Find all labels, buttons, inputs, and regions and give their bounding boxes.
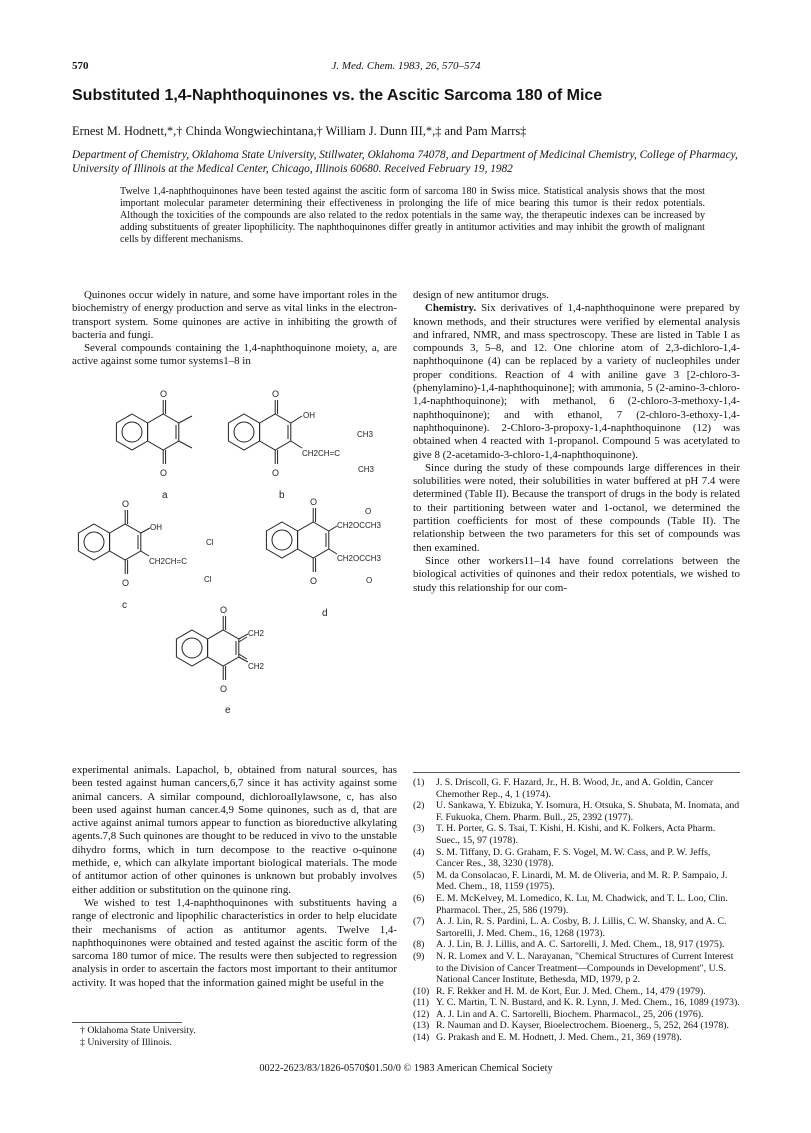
structure-d-o-bottom: O [310,576,318,586]
structure-c-allyl: CH2CH=C [149,557,188,566]
structure-a-label: a [162,490,168,501]
reference-item [413,777,740,800]
structure-c-oh: OH [150,523,162,532]
paragraph-aims: We wished to test 1,4-naphthoquinones with substituents having a range of electronic and lipophilic characteristics in order to help elucidate their mechanisms of action as antitumor agents. Twelve 1,4-naphthoquinones were obtained and tested against the ascitic form of the sarcoma 180 tumor of mice. The results were then subjected to regression analysis in order to ascertain the factors most important to their antitumor activity. It was hoped that the information gained might be useful in the [72,896,397,989]
reference-text: J. S. Driscoll, G. F. Hazard, Jr., H. B. Wood, Jr., and A. Goldin, Cancer Chemother Rep., 4, 1 (1974). [436,777,714,800]
reference-number: (1) [413,777,425,788]
reference-number: (13) [413,1020,430,1032]
left-column-body [72,764,397,990]
running-head [72,60,740,74]
structure-b-allyl: CH2CH=C [302,449,341,458]
reference-text: A. J. Lin and A. C. Sartorelli, Biochem. Pharmacol., 25, 206 (1976). [436,1008,704,1020]
reference-number: (10) [413,985,430,997]
right-column-body [413,289,740,595]
reference-text: R. Nauman and D. Kayser, Bioelectrochem. Bioenerg., 5, 252, 264 (1978). [436,1020,729,1032]
affiliation: Department of Chemistry, Oklahoma State University, Stillwater, Oklahoma 74078, and Department of Medicinal Chemistry, College of Pharmacy, University of Illinois at the Medical Center, Chicago, Illinois 60680. Received February 19, 1982 [72,149,738,175]
structure-d-sub-bottom: CH2OCCH3 [337,554,382,563]
reference-text: A. J. Lin, R. S. Pardini, L. A. Cosby, B. J. Lillis, C. W. Shansky, and A. C. Sartorelli, J. Med. Chem., 16, 1268 (1973). [436,916,727,939]
article-title: Substituted 1,4-Naphthoquinones vs. the Ascitic Sarcoma 180 of Mice [72,87,603,104]
author-list: Ernest M. Hodnett,*,† Chinda Wongwiechintana,† William J. Dunn III,*,‡ and Pam Marrs‡ [72,124,527,138]
reference-text: E. M. McKelvey, M. Lomedico, K. Lu, M. Chadwick, and T. L. Loo, Clin. Pharmacol. Ther., 25, 586 (1979). [436,892,728,916]
structure-c [78,499,213,588]
structure-b-label: b [279,490,285,501]
left-column-intro [72,289,397,369]
reference-item [413,1009,740,1021]
footnote-illinois: ‡ University of Illinois. [80,1036,172,1048]
footnotes [80,1025,397,1048]
intro-paragraph-2: Several compounds containing the 1,4-naphthoquinone moiety, a, are active against some tumor systems1–8 in [72,342,397,368]
copyright-line: 0022-2623/83/1826-0570$01.50/0 © 1983 American Chemical Society [259,1063,553,1074]
reference-text: G. Prakash and E. M. Hodnett, J. Med. Chem., 21, 369 (1978). [436,1032,682,1044]
structure-c-o-top: O [122,499,130,509]
footnote-rule [72,1022,182,1023]
section-heading-chemistry: Chemistry. [425,302,477,315]
reference-number: (14) [413,1032,430,1044]
paragraph-redox: Since other workers11–14 have found correlations between the biological activities of quinones and their redox potentials, we wished to study this relationship for our com- [413,554,740,594]
reference-number: (5) [413,869,425,881]
structure-b-oh: OH [303,411,315,420]
structure-d-label: d [322,608,328,619]
reference-number: (11) [413,997,429,1009]
structure-d-o-ester-bottom: O [366,576,373,585]
reference-list [413,777,740,1044]
structure-e-ch2-bottom: CH2 [248,662,265,671]
structure-b [228,389,374,478]
reference-text: M. da Consolacao, F. Linardi, M. M. de Oliveria, and M. R. P. Sampaio, J. Med. Chem., 18, 1159 (1975). [436,869,728,893]
reference-item [413,951,740,986]
chemistry-text: Six derivatives of 1,4-naphthoquinone were prepared by known methods, and their structures were verified by elemental analysis and infrared, NMR, and mass spectroscopy. These are listed in Table I as compounds 3, 5–8, and 12. One chlorine atom of 2,3-dichloro-1,4-naphthoquinone (4) can be replaced by a variety of nucleophiles under proper conditions. Reaction of 4 with aniline gave 3 [2-chloro-3-(phenylamino)-1,4-naphthoquinone]; with ammonia, 5 (2-amino-3-chloro-1,4-naphthoquinone); with methanol, 6 (2-chloro-3-methoxy-1,4-naphthoquinone); and with ethanol, 7 (2-chloro-3-ethoxy-1,4-naphthoquinone). 2-Chloro-3-propoxy-1,4-naphthoquinone (12) was obtained when 4 reacted with 1-propanol. Compound 5 was acetylated to give 8 (2-acetamido-3-chloro-1,4-naphthoquinone). [413,302,740,461]
references-rule [413,772,740,773]
structure-c-o-bottom: O [122,578,130,588]
reference-number: (8) [413,939,425,951]
journal-citation: J. Med. Chem. 1983, 26, 570–574 [331,60,481,72]
structure-c-cl-top: Cl [206,538,214,547]
reference-item [413,916,740,939]
reference-item [413,939,740,951]
structure-figure [72,380,397,760]
structure-e-o-bottom: O [220,684,228,694]
reference-number: (9) [413,950,425,962]
reference-number: (12) [413,1008,430,1020]
paragraph-solubility: Since during the study of these compounds large differences in their solubilities were noted, their solubilities in water buffered at pH 7.4 were determined (Table II). Because the transport of drugs in the body is related to their partitioning between water and 1-octanol, we determined the partition coefficients for most of these compounds (Table II). The relationship between the two parameters for this set of compounds was then examined. [413,461,740,554]
paragraph-lapachol: experimental animals. Lapachol, b, obtained from natural sources, has been tested against human cancers,6,7 since it has activity against some animal cancers. A similar compound, dichloroallylawsone, c, has also been used against human cancer.4,9 Some quinones, such as d, that are active against animal tumors appear to function as bioreductive alkylating agents.7,8 Such quinones are thought to be reduced in vivo to the unstable dihydro forms, which in turn decompose to the reactive o-quinone methide, e, which can alkylate important biological materials. The mode of antitumor action of other quinones is unknown but probably involves either addition or substitution on the quinone ring. [72,764,397,896]
reference-number: (2) [413,800,425,812]
reference-item [413,823,740,846]
reference-item [413,800,740,823]
structure-c-cl-bottom: Cl [204,575,212,584]
structure-a-o-top: O [160,389,168,399]
reference-text: U. Sankawa, Y. Ebizuka, Y. Isomura, H. Otsuka, S. Shubata, M. Inomata, and F. Fukuoka, Chem. Pharm. Bull., 25, 2392 (1977). [436,800,740,823]
structure-b-o-bottom: O [272,468,280,478]
reference-number: (7) [413,916,425,928]
structure-a-o-bottom: O [160,468,168,478]
structure-a [116,389,192,478]
structure-e [176,605,264,694]
reference-item [413,870,740,893]
page-number: 570 [72,60,89,72]
structure-d-sub-top: CH2OCCH3 [337,521,382,530]
abstract: Twelve 1,4-naphthoquinones have been tested against the ascitic form of sarcoma 180 in Swiss mice. Statistical analysis shows that the most important molecular parameter determining their effectiveness in prolonging the life of mice bearing this tumor is their redox potentials. Although the toxicities of the compounds are also related to the redox potentials in the same way, the therapeutic indexes can be increased by adding substituents of greater lipophilicity. The naphthoquinones differ greatly in antitumor activities and may inhibit the growth of malignant cells by different mechanisms. [120,186,705,245]
structure-b-ch3-bottom: CH3 [358,465,375,474]
structure-e-ch2-top: CH2 [248,629,265,638]
structure-b-o-top: O [272,389,280,399]
reference-number: (3) [413,823,425,835]
reference-item [413,1032,740,1044]
reference-text: R. F. Rekker and H. M. de Kort, Eur. J. Med. Chem., 14, 479 (1979). [436,985,706,997]
structure-b-ch3-top: CH3 [357,430,374,439]
reference-item [413,893,740,916]
reference-item [413,1020,740,1032]
structure-d [266,497,381,586]
reference-text: S. M. Tiffany, D. G. Graham, F. S. Vogel, M. W. Cass, and P. W. Jeffs, Cancer Res., 38, 3230 (1978). [436,846,711,870]
reference-item [413,997,740,1009]
reference-number: (4) [413,846,425,858]
footnote-osu: † Oklahoma State University. [80,1025,196,1036]
reference-text: N. R. Lomex and V. L. Narayanan, "Chemical Structures of Current Interest to the Division of Cancer Treatment—Compounds in Development", U.S. National Cancer Institute, Bethesda, MD, 1979, p 2. [436,950,734,986]
reference-item [413,986,740,998]
reference-text: Y. C. Martin, T. N. Bustard, and K. R. Lynn, J. Med. Chem., 16, 1089 (1973). [436,997,740,1009]
reference-item [413,847,740,870]
structure-e-label: e [225,705,231,716]
structure-e-o-top: O [220,605,228,615]
paragraph-chemistry [413,302,740,462]
reference-text: T. H. Porter, G. S. Tsai, T. Kishi, H. Kishi, and K. Folkers, Acta Pharm. Suec., 15, 97 (1978). [436,823,716,846]
structure-d-o-ester-top: O [365,507,372,516]
structure-d-o-top: O [310,497,318,507]
intro-paragraph-1: Quinones occur widely in nature, and some have important roles in the biochemistry of energy production and serve as vital links in the electron-transport system. Some quinones are active in inhibiting the growth of bacteria and fungi. [72,289,397,341]
reference-text: A. J. Lin, B. J. Lillis, and A. C. Sartorelli, J. Med. Chem., 18, 917 (1975). [436,939,725,951]
reference-number: (6) [413,892,425,904]
structure-c-label: c [122,600,127,611]
paragraph-design: design of new antitumor drugs. [413,289,549,301]
